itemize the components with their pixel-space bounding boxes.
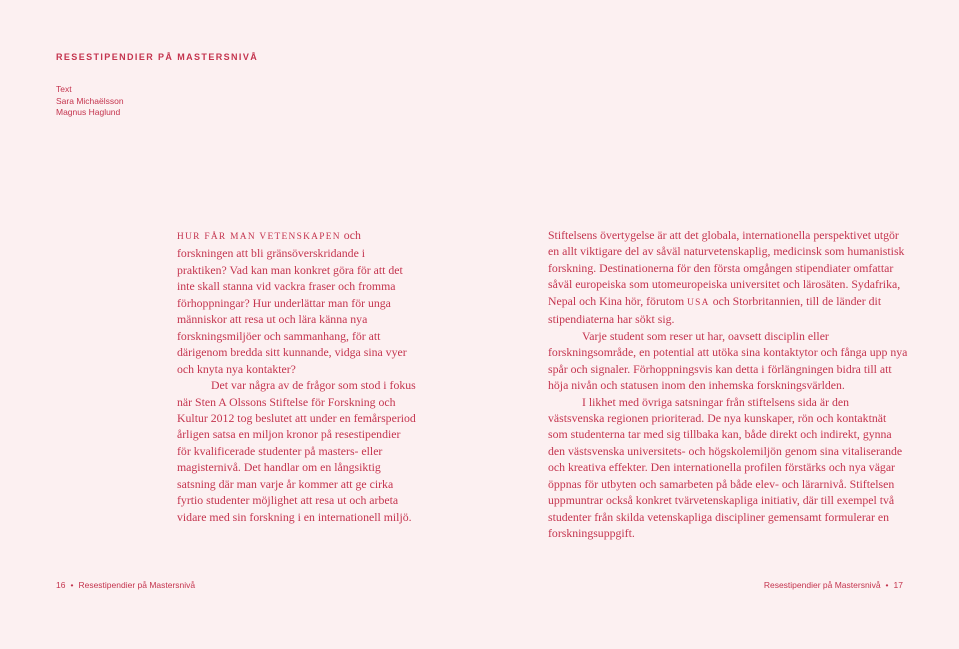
left-text-column [177, 227, 417, 525]
right-text-column [548, 227, 908, 542]
section-kicker: RESESTIPENDIER PÅ MASTERSNIVÅ [56, 52, 259, 62]
body-paragraph [548, 227, 908, 328]
footer-separator: • [885, 580, 889, 590]
credit-author: Sara Michaëlsson [56, 95, 124, 106]
usa-smallcaps: USA [687, 297, 710, 308]
page-number-right: 17 [893, 580, 903, 590]
article-credits [56, 84, 124, 119]
footer-left [56, 580, 195, 590]
body-paragraph: Varje student som reser ut har, oavsett disciplin eller forskningsområde, en potential att utöka sina kontaktytor och fånga upp nya spår och signaler. Förhoppningsvis kan detta i förlängningen bidra till att höja nivån och statusen inom den inhemska forskningsvärlden. [548, 328, 908, 393]
lead-text: och forskningen att bli gränsöverskridande i praktiken? Vad kan man konkret göra för att det inte skall stanna vid vackra fraser och fromma förhoppningar? Hur underlättar man för unga människor att resa ut och lära känna nya forskningsmiljöer och sammanhang, för att därigenom bredda sitt kunnande, vidga sina vyer och knyta nya kontakter? [177, 228, 407, 376]
body-text: och Storbritannien, till de länder dit stipendiaterna har sökt sig. [548, 293, 882, 327]
body-paragraph: I likhet med övriga satsningar från stiftelsens sida är den västsvenska regionen prioriterad. De nya kunskaper, rön och kontaktnät som studenterna tar med sig tillbaka kan, både direkt och indirekt, gynna den västsvenska universitets- och högskolemiljön genom sina vitaliserande och kreativa effekter. Den internationella profilen förstärks och nya vägar öppnas för utbyten och samarbeten på både elev- och lärarnivå. Stiftelsen uppmuntrar också konkret tvärvetenskapliga initiativ, där till exempel två studenter från skilda vetenskapliga discipliner gemensamt formulerar en forskningsuppgift. [548, 394, 903, 541]
footer-right [764, 580, 903, 590]
lead-smallcaps: HUR FÅR MAN VETENSKAPEN [177, 232, 341, 242]
credit-label: Text [56, 84, 72, 94]
footer-separator: • [70, 580, 74, 590]
body-paragraph: Det var några av de frågor som stod i fokus när Sten A Olssons Stiftelse för Forskning och Kultur 2012 tog beslutet att under en femårsperiod årligen satsa en miljon kronor på resestipendier för kvalificerade studenter på masters- eller magisternivå. Det handlar om en långsiktig satsning där man varje år kommer att ge cirka fyrtio studenter möjlighet att resa ut och arbeta vidare med sin forskning i en internationell miljö. [177, 378, 416, 524]
credit-photographer: Magnus Haglund [56, 107, 121, 117]
body-text: Stiftelsens övertygelse är att det globala, internationella perspektivet utgör en allt viktigare del av såväl naturvetenskaplig, medicinsk som humanistisk forskning. Destinationerna för den första omgången stipendiater omfattar såväl europeiska som utomeuropeiska universitet och lärosäten. Sydafrika, Nepal och Kina hör, förutom [548, 228, 905, 308]
page-number-left: 16 [56, 580, 66, 590]
footer-title-right: Resestipendier på Mastersnivå [763, 580, 881, 590]
lead-paragraph [177, 227, 417, 377]
footer-title-left: Resestipendier på Mastersnivå [78, 580, 196, 590]
